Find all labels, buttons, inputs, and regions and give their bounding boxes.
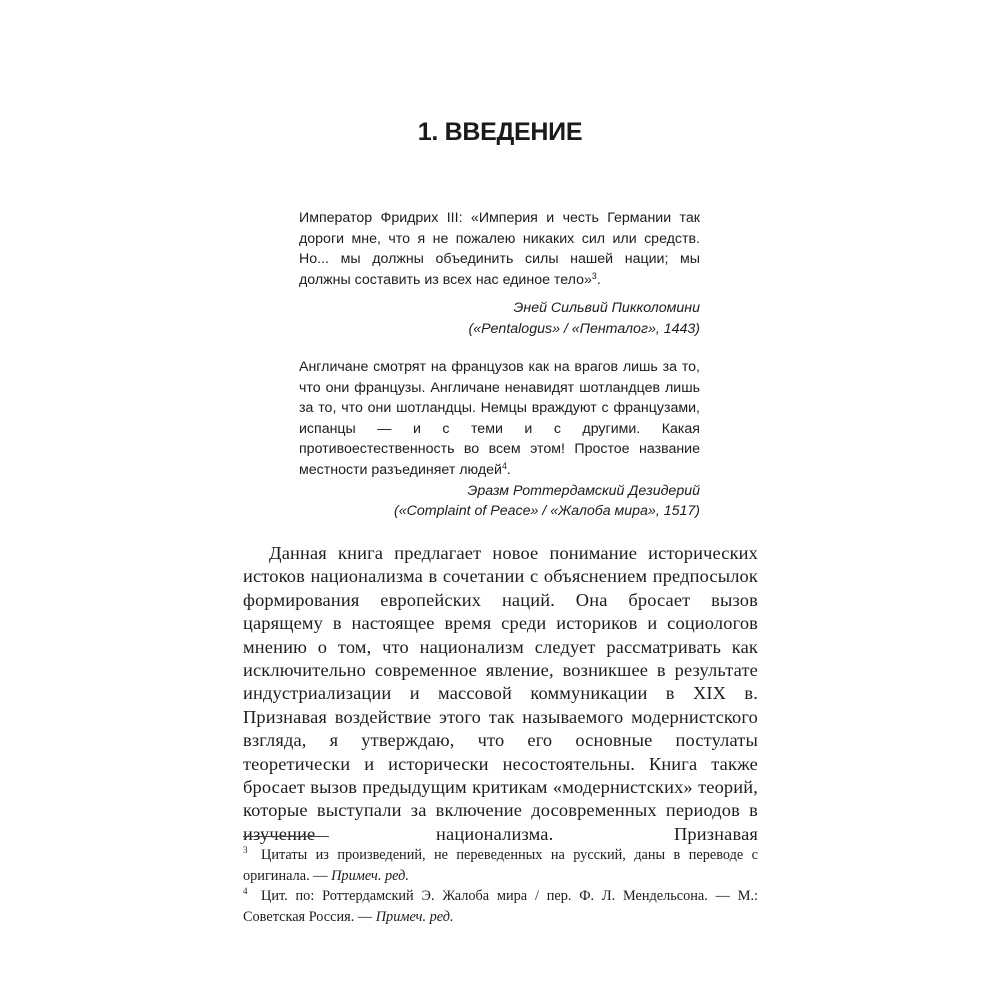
epigraph (299, 208, 700, 340)
footnote (243, 886, 758, 927)
footnote-text: Цитаты из произведений, не переведенных на русский, даны в переводе с оригинала. — Примеч. ред. (243, 847, 758, 884)
epigraph-quote: Англичане смотрят на французов как на врагов лишь за то, что они французы. Англичане ненавидят шотландцев лишь за то, что они шотландцы. Немцы враждуют с французами, испанцы — и с теми и с другими. Какая противоестественность во всем этом! Простое название местности разъединяет людей$^4$. (299, 359, 700, 478)
footnote (243, 845, 758, 886)
epigraph (299, 357, 700, 522)
epigraph-source: («Pentalogus» / «Пенталог», 1443) (468, 320, 700, 337)
epigraph-source: («Complaint of Peace» / «Жалоба мира», 1517) (394, 503, 700, 520)
editor-note: Примеч. ред. (375, 908, 454, 925)
body-paragraph: Данная книга предлагает новое понимание исторических истоков национализма в сочетании с объяснением предпосылок формирования европейских наций. Она бросает вызов царящему в настоящее время среди историков и социологов мнению о том, что национализм следует рассматривать как исключительно современное явление, возникшее в результате индустриализации и массовой коммуникации в XIX в. Признавая воздействие этого так называемого модернистского взгляда, я утверждаю, что его основные постулаты теоретически и исторически несостоятельны. Книга также бросает вызов предыдущим критикам «модернистских» теорий, которые выступали за включение досовременных периодов в изучение национализма. Признавая (243, 543, 758, 844)
footnote-mark: 4 (243, 886, 248, 897)
footnote-mark: 3 (243, 845, 248, 855)
footnote-ref[interactable]: 4 (501, 461, 507, 472)
epigraph-author: Эразм Роттердамский Дезидерий (467, 482, 700, 499)
editor-note: Примеч. ред. (331, 867, 409, 884)
footnotes (243, 845, 758, 927)
footnote-text: Цит. по: Роттердамский Э. Жалоба мира / пер. Ф. Л. Мендельсона. — М.: Советская Россия. — Примеч. ред. (243, 888, 758, 925)
footnote-ref[interactable]: 3 (591, 270, 597, 281)
chapter-title: 1. ВВЕДЕНИЕ (417, 118, 583, 146)
epigraph-quote: Император Фридрих III: «Империя и честь Германии так дороги мне, что я не пожалею никаких сил или средств. Но... мы должны объединить силы нашей нации; мы должны составить из всех нас единое тело»$^3$. (299, 210, 700, 288)
epigraph-author: Эней Сильвий Пикколомини (513, 300, 700, 317)
footnote-divider (243, 836, 329, 837)
